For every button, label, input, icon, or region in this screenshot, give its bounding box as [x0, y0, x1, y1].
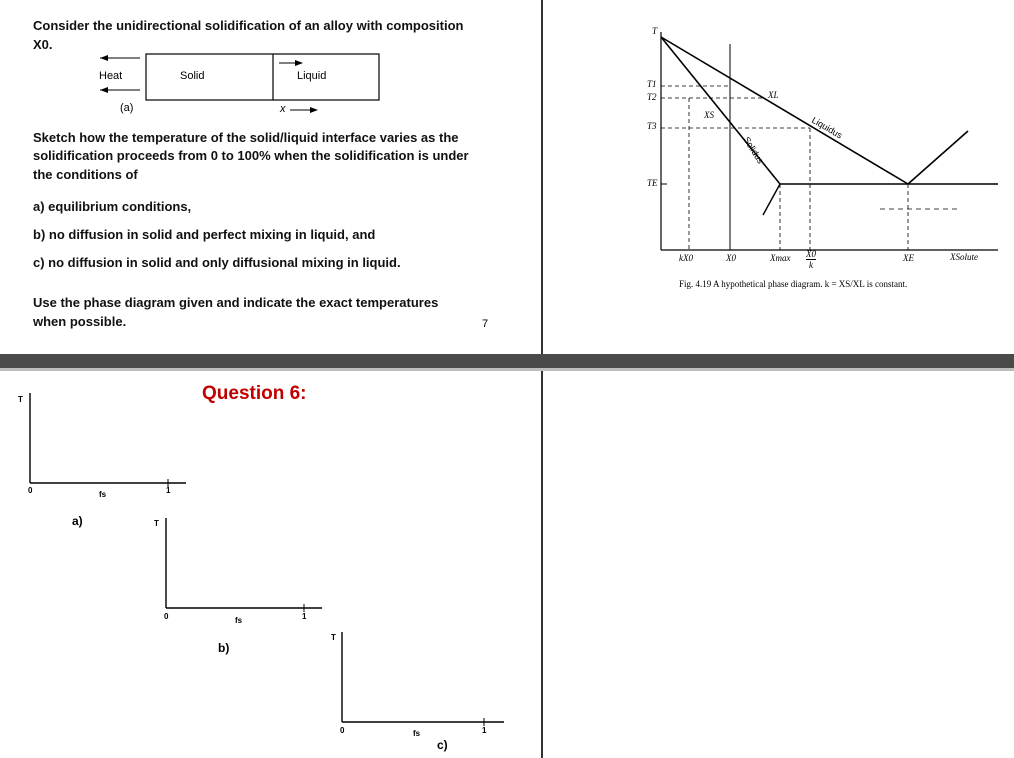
question-title: Question 6: [202, 383, 307, 404]
liquidus-label: Liquidus [810, 115, 845, 141]
plot-c-fs-label: fs [413, 729, 421, 738]
x0-over-k-denominator: k [809, 260, 813, 270]
xsolute-label: XSolute [950, 252, 978, 262]
plot-b-one-label: 1 [302, 612, 307, 621]
points-value: 7 [482, 318, 489, 330]
plot-c-t-label: T [331, 633, 336, 642]
sketch-line-2: solidification proceeds from 0 to 100% when the solidification is under [33, 148, 469, 163]
plot-b-label: b) [218, 641, 230, 655]
t2-label: T2 [647, 92, 657, 102]
condition-c: c) no diffusion in solid and only diffusional mixing in liquid. [33, 255, 401, 270]
plot-c-label: c) [437, 738, 448, 752]
plot-a-fs-label: fs [99, 490, 107, 499]
use-line-1: Use the phase diagram given and indicate the exact temperatures [33, 295, 439, 310]
kx0-label: kX0 [679, 253, 693, 263]
plot-a-one-label: 1 [166, 486, 171, 495]
heat-label: Heat [99, 70, 123, 82]
x0-over-k-numerator: X0 [806, 249, 816, 259]
plot-c-one-label: 1 [482, 726, 487, 735]
te-label: TE [647, 178, 658, 188]
plot-a-zero-label: 0 [28, 486, 33, 495]
solid-label: Solid [180, 70, 205, 82]
t3-label: T3 [647, 121, 657, 131]
sketch-line-1: Sketch how the temperature of the solid/liquid interface varies as the [33, 130, 459, 145]
plot-b-fs-label: fs [235, 616, 243, 625]
plot-c-zero-label: 0 [340, 726, 345, 735]
liquid-label: Liquid [297, 70, 327, 82]
xs-label: XS [704, 110, 714, 120]
plot-b-t-label: T [154, 519, 159, 528]
figure-caption: Fig. 4.19 A hypothetical phase diagram. k = XS/XL is constant. [679, 279, 908, 289]
intro-line-1: Consider the unidirectional solidification of an alloy with composition [33, 18, 464, 33]
intro-line-2: X0. [33, 37, 53, 52]
plot-b-zero-label: 0 [164, 612, 169, 621]
figure-a-label: (a) [120, 102, 134, 114]
x-axis-label: x [280, 103, 286, 115]
t1-label: T1 [647, 79, 657, 89]
plot-a-t-label: T [18, 395, 23, 404]
plot-a-label: a) [72, 514, 83, 528]
xl-label: XL [768, 90, 779, 100]
condition-a: a) equilibrium conditions, [33, 199, 192, 214]
x0-label: X0 [726, 253, 736, 263]
condition-b: b) no diffusion in solid and perfect mixing in liquid, and [33, 227, 376, 242]
sketch-line-3: the conditions of [33, 167, 138, 182]
solidus-label: Solidus [741, 135, 766, 166]
t-axis-label: T [652, 26, 658, 36]
x0-over-k-label [806, 249, 816, 270]
xmax-label: Xmax [770, 253, 791, 263]
use-line-2: when possible. [33, 314, 127, 329]
xe-label: XE [903, 253, 914, 263]
